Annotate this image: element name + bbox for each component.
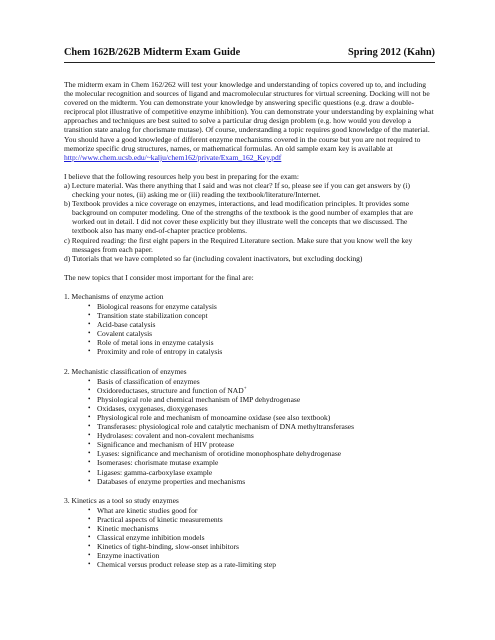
- section-heading: 3. Kinetics as a tool so study enzymes: [64, 495, 179, 505]
- list-item: • Physiological role and chemical mechanism of IMP dehydrogenase: [88, 395, 435, 404]
- list-item: • Oxidases, oxygenases, dioxygenases: [88, 404, 435, 413]
- intro-text: The midterm exam in Chem 162/262 will test your knowledge and understanding of topics covered up to, and including the molecular recognition and sources of ligand and macromolecular structures for virtual screening. Docking will not be covered on the midterm. You can demonstrate your knowledge by answering specific questions (e.g. draw a double-reciprocal plot illustrative of competitive enzyme inhibition). You can demonstrate your understanding by explaining what approaches and techniques are best suited to solve a particular drug design problem (e.g. how would you develop a transition state analog for chorismate mutase). Of course, understanding a topic requires good knowledge of the material. You should have a good knowledge of different enzyme mechanisms covered in the course but you are not required to memorize specific drug structures, names, or mathematical formulas. An old sample exam key is available at: [64, 80, 434, 153]
- section-kinetics: [64, 496, 435, 570]
- bullet-list: [64, 302, 435, 357]
- bullet-list: [64, 377, 435, 486]
- list-item: • Transition state stabilization concept: [88, 311, 435, 320]
- list-item: • Acid-base catalysis: [88, 320, 435, 329]
- section-classification: [64, 367, 435, 486]
- resource-item: d) Tutorials that we have completed so far (including covalent inactivators, but excluding docking): [64, 253, 363, 263]
- intro-paragraph: [64, 80, 435, 162]
- list-item: • Transferases: physiological role and catalytic mechanism of DNA methyltransferases: [88, 422, 435, 431]
- list-item: • Kinetic mechanisms: [88, 524, 435, 533]
- resource-item: b) Textbook provides a nice coverage on enzymes, interactions, and lead modification principles. It provides some background on computer modeling. One of the strengths of the textbook is the good number of examples that are worked out in detail. I did not cover these explicitly but they illustrate well the concepts that we discussed. The textbook also has many end-of-chapter practice problems.: [64, 199, 413, 236]
- list-item: • Hydrolases: covalent and non-covalent mechanisms: [88, 431, 435, 440]
- nad-superscript: +: [243, 386, 247, 392]
- list-item: • Practical aspects of kinetic measurements: [88, 515, 435, 524]
- title-rule: [64, 62, 435, 63]
- section-heading: 1. Mechanisms of enzyme action: [64, 291, 164, 301]
- list-item: • Ligases: gamma-carboxylase example: [88, 468, 435, 477]
- list-item-text: Oxidoreductases, structure and function of NAD: [97, 385, 244, 395]
- list-item: • Databases of enzyme properties and mechanisms: [88, 477, 435, 486]
- resources-lead: I believe that the following resources help you best in preparing for the exam:: [64, 171, 299, 181]
- list-item: • Lyases: significance and mechanism of orotidine monophosphate dehydrogenase: [88, 449, 435, 458]
- topics-lead: The new topics that I consider most important for the final are:: [64, 272, 254, 282]
- section-heading: 2. Mechanistic classification of enzymes: [64, 366, 187, 376]
- list-item: • Isomerases: chorismate mutase example: [88, 458, 435, 467]
- list-item: • Chemical versus product release step as a rate-limiting step: [88, 560, 435, 569]
- section-mechanisms: [64, 292, 435, 357]
- resource-item: c) Required reading: the first eight papers in the Required Literature section. Make sure that you know well the key messages from each paper.: [64, 235, 413, 254]
- list-item: • Basis of classification of enzymes: [88, 377, 435, 386]
- title-row: [64, 47, 435, 59]
- doc-term: Spring 2012 (Kahn): [348, 47, 435, 58]
- list-item: • What are kinetic studies good for: [88, 506, 435, 515]
- list-item: • Biological reasons for enzyme catalysis: [88, 302, 435, 311]
- list-item: • Role of metal ions in enzyme catalysis: [88, 338, 435, 347]
- list-item: • Classical enzyme inhibition models: [88, 533, 435, 542]
- list-item: • Kinetics of tight-binding, slow-onset inhibitors: [88, 542, 435, 551]
- doc-title: Chem 162B/262B Midterm Exam Guide: [64, 47, 241, 58]
- resources-list: [64, 181, 435, 263]
- list-item: [88, 386, 435, 395]
- list-item: • Proximity and role of entropy in catalysis: [88, 347, 435, 356]
- list-item: • Physiological role and mechanism of monoamine oxidase (see also textbook): [88, 413, 435, 422]
- resource-item: a) Lecture material. Was there anything that I said and was not clear? If so, please see if you can get answers by (i) checking your notes, (ii) asking me or (iii) reading the textbook/literature/Internet.: [64, 180, 411, 200]
- bullet-list: [64, 506, 435, 570]
- list-item: • Enzyme inactivation: [88, 551, 435, 560]
- exam-key-link[interactable]: http://www.chem.ucsb.edu/~kalju/chem162/private/Exam_162_Key.pdf: [64, 152, 282, 162]
- list-item: • Covalent catalysis: [88, 329, 435, 338]
- list-item: • Significance and mechanism of HIV protease: [88, 440, 435, 449]
